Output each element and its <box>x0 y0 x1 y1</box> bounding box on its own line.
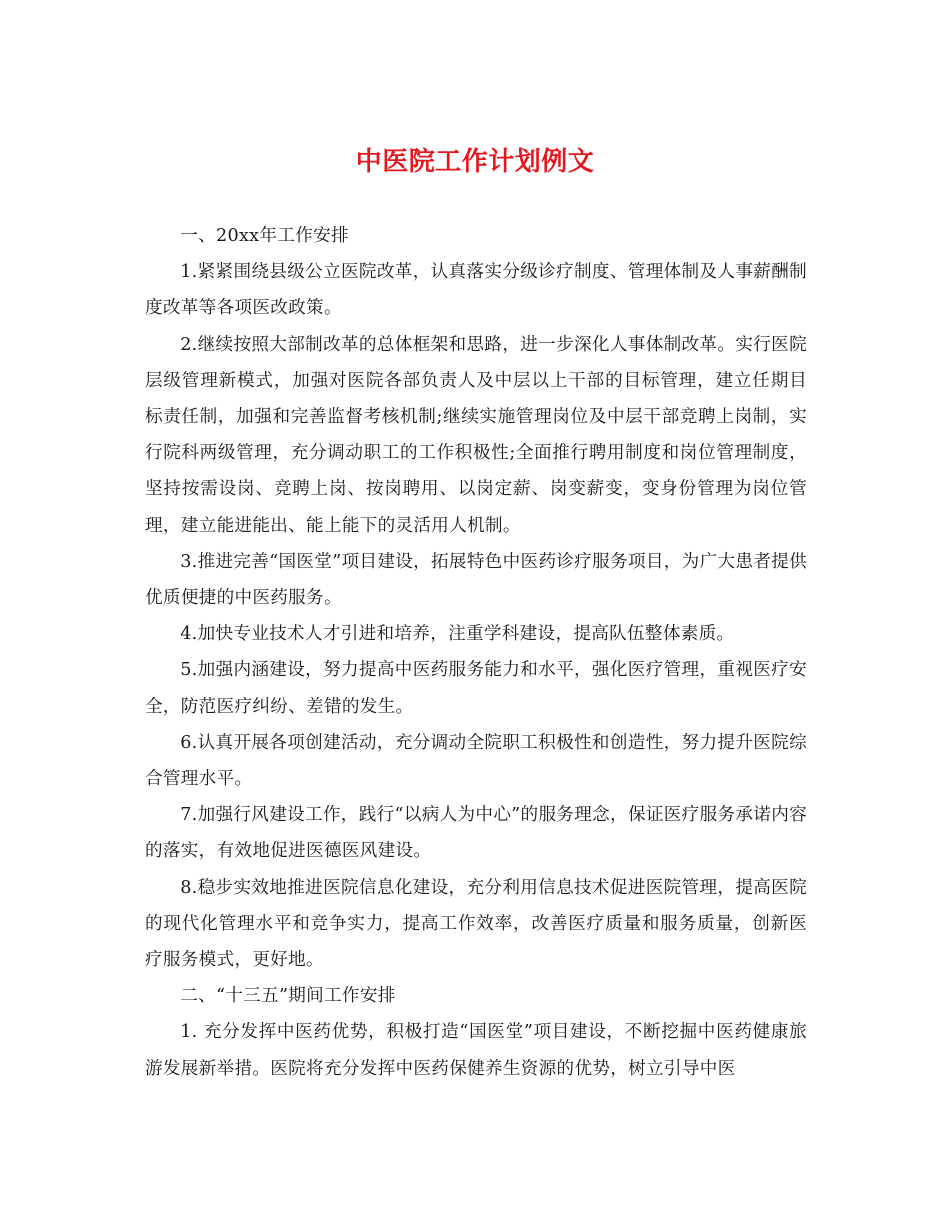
document-body <box>145 218 807 1087</box>
paragraph-item-4: 4.加快专业技术人才引进和培养，注重学科建设，提高队伍整体素质。 <box>180 624 735 645</box>
section-heading-2: 二、“十三五”期间工作安排 <box>180 986 396 1007</box>
paragraph-item-7: 7.加强行风建设工作，践行“以病人为中心”的服务理念，保证医疗服务承诺内容的落实，有效地促进医德医风建设。 <box>145 805 807 862</box>
paragraph-item-2: 2.继续按照大部制改革的总体框架和思路，进一步深化人事体制改革。实行医院层级管理新模式，加强对医院各部负责人及中层以上干部的目标管理，建立任期目标责任制，加强和完善监督考核机制;继续实施管理岗位及中层干部竞聘上岗制，实行院科两级管理，充分调动职工的工作积极性;全面推行聘用制度和岗位管理制度，坚持按需设岗、竞聘上岗、按岗聘用、以岗定薪、岗变薪变，变身份管理为岗位管理，建立能进能出、能上能下的灵活用人机制。 <box>145 334 807 536</box>
paragraph-item-5: 5.加强内涵建设，努力提高中医药服务能力和水平，强化医疗管理，重视医疗安全，防范医疗纠纷、差错的发生。 <box>145 660 807 717</box>
document-title: 中医院工作计划例文 <box>355 147 595 177</box>
paragraph-item-6: 6.认真开展各项创建活动，充分调动全院职工积极性和创造性，努力提升医院综合管理水平。 <box>145 732 807 790</box>
paragraph-item-9: 1. 充分发挥中医药优势，积极打造“国医堂”项目建设，不断挖掘中医药健康旅游发展新举措。医院将充分发挥中医药保健养生资源的优势，树立引导中医 <box>145 1022 807 1079</box>
paragraph-item-3: 3.推进完善“国医堂”项目建设，拓展特色中医药诊疗服务项目，为广大患者提供优质便捷的中医药服务。 <box>145 551 807 609</box>
section-heading-1: 一、20xx年工作安排 <box>180 226 349 246</box>
paragraph-item-8: 8.稳步实效地推进医院信息化建设，充分利用信息技术促进医院管理，提高医院的现代化管理水平和竞争实力，提高工作效率，改善医疗质量和服务质量，创新医疗服务模式，更好地。 <box>145 877 807 971</box>
paragraph-item-1: 1.紧紧围绕县级公立医院改革，认真落实分级诊疗制度、管理体制及人事薪酬制度改革等各项医改政策。 <box>145 262 807 319</box>
